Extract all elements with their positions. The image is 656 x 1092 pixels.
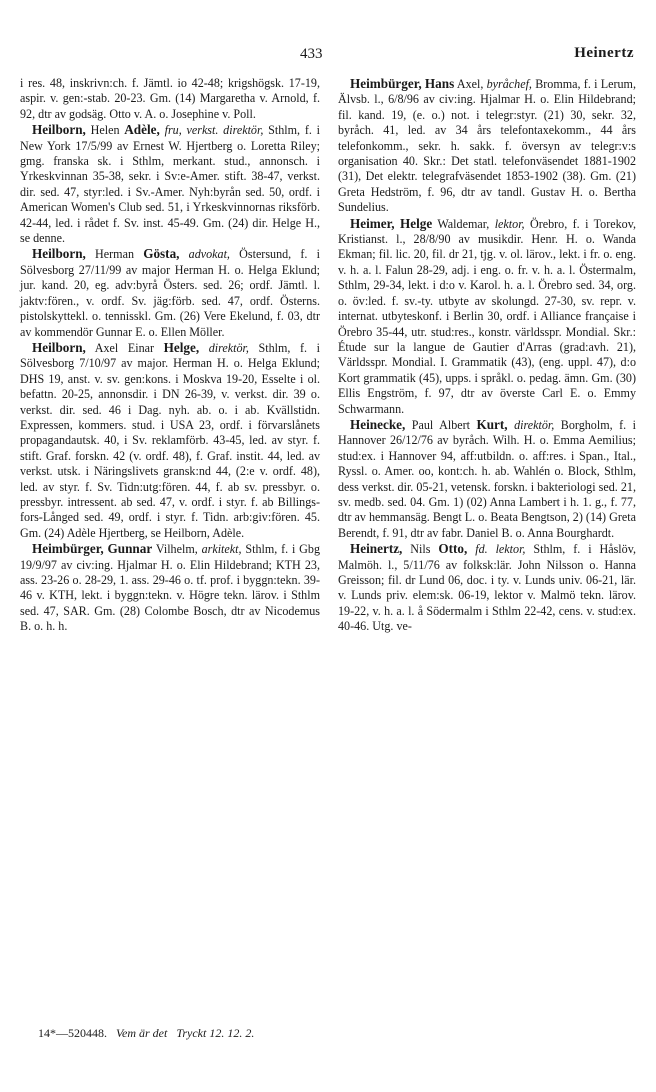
entry-heinertz-otto xyxy=(338,541,636,634)
entry-heilborn-helge xyxy=(20,340,320,541)
entry-surname: Heilborn, xyxy=(32,339,86,355)
entry-body: Östersund, f. i Sölvesborg 27/11/99 av major Herman H. o. Helga Eklund; jur. kand. 20, eg. adv:byrå Östers. sed. 26; ordf. Jämtl. l. jaktv:fören., v. ordf. Sv. jäg:förb. sed. 47, ordf. Österns. pistolskyttekl. o. tennisskl. Gm. (26) Vere Ekelund, f. 03, dtr av kommendör Gunnar E. o. Ellen Möller. xyxy=(20,247,320,339)
entry-heilborn-adele xyxy=(20,122,320,246)
footer-signature: 14*—520448. xyxy=(38,1026,107,1040)
entry-heimburger-gunnar xyxy=(20,541,320,634)
left-column xyxy=(20,76,320,635)
entry-occupation: fru, verkst. direktör, xyxy=(164,123,264,138)
entry-body: Sthlm, f. i Gbg 19/9/97 av civ:ing. Hjalmar H. o. Elin Hildebrand; KTH 23, ass. 23-26 o. 28-29, 1. ass. 29-46 o. tf. prof. i byggn:tekn. 39-46 v. KTH, lekt. i byggn:tekn. v. Högre tekn. lärov. i Sthlm sed. 47, SAR. Gm. (28) Colombe Bosch, dtr av Nicodemus B. o. h. h. xyxy=(20,542,320,634)
entry-callname: Kurt, xyxy=(476,416,508,432)
footer-printed: Tryckt 12. 12. 2. xyxy=(176,1026,255,1040)
entry-surname: Heilborn, xyxy=(32,122,86,138)
entry-body: Örebro, f. i Torekov, Kristianst. l., 28/8/90 av musikdir. Henr. H. o. Wanda Ekman; fil. lic. 20, fil. dr 21, tjg. v. ol. lärov., lekt. i fr. o. eng. v. h. a. l. Falun 28-29, adj. i eng. o. fr. v. h. a. l. Östermalm, Sthlm, 29-34, lekt. i d:o v. Karol. h. a. l. Örebro sed. 34, org. o. öv:led. f. sv.-ty. utbyte av skolungd. 27-30, sv. repr. v. internat. utbyteskonf. i Berlin 30, ordf. i Alliance française i Örebro 35-44, utr. stud:res., konstr. världsspr. Mondial. Skr.: Étude sur la langue de Gautier d'Arras (grad:avh. 21), Världsspr. Mondial. I. Grammatik (43), (eng. uppl. 47), d:o Kort grammatik (45), upps. i språkl. o. pedag. ämn. Gm. (30) Ellis Engström, f. 97, dtr av överste Carl E. o. Emmy Schwarmann. xyxy=(338,216,636,416)
page-footer xyxy=(38,1026,254,1041)
entry-body: Sthlm, f. i New York 17/5/99 av Ernest W. Hjertberg o. Loretta Riley; gmg. franska sk. i Sthlm, merkant. stud., annonsch. i Yrkeskvinnan 35-38, sekr. i Sv:e-Amer. stift. 38-47, verkst. dir. sed. 47, styr:led. i Sv.-Amer. Nyh:byrån sed. 50, ordf. i American Women's Club sed. 51, i Yrkeskvinnornas riksförb. 42-44, led. i rådet f. Sv. inst. 45-49. Gm. (24) dir. Helge H., se denne. xyxy=(20,123,321,246)
entry-heilborn-gosta xyxy=(20,246,320,339)
entry-surname: Heimbürger, xyxy=(350,76,422,91)
entry-given-names: Herman xyxy=(85,247,144,262)
running-head: Heinertz xyxy=(574,45,634,61)
footer-imprint: Vem är det xyxy=(116,1026,168,1040)
entry-body: Bromma, f. i Lerum, Älvsb. l., 6/8/96 av civ:ing. Hjalmar H. o. Elin Hildebrand; fil. kand. 19, (e. o.) not. i telegr:styr. (21) 30, sekr. 32, byråch. 41, led. av 34 års telefontaxekomm., 44 års telefonkomm., sekr. h. sakk. f. översyn av telegr:v:s organisation 40. Skr.: Det statl. telefonväsendet 1881-1902 (31), Det elektr. telegrafväsendet 1853-1902 (38). Gm. (21) Greta Hedström, f. 96, dtr av tandl. Gustav H. o. Bertha Sundelius. xyxy=(338,77,636,215)
entry-occupation: advokat, xyxy=(188,247,230,262)
entry-callname: Otto, xyxy=(438,541,468,557)
right-column xyxy=(338,76,636,635)
entry-given-rest: Waldemar, xyxy=(432,216,495,231)
entry-surname: Heimbürger, xyxy=(32,541,104,557)
entry-body: i res. 48, inskrivn:ch. f. Jämtl. io 42-48; krigshögsk. 17-19, aspir. v. gen:-stab. 20-23. Gm. (14) Margaretha v. Arnold, f. 92, dtr av godsäg. Otto v. A. o. Josephine v. Poll. xyxy=(20,76,320,121)
entry-heimburger-hans xyxy=(338,76,636,216)
entry-surname: Heilborn, xyxy=(32,246,86,262)
entry-heimer-helge xyxy=(338,216,636,417)
entry-given-rest: Axel, xyxy=(454,77,487,91)
entry-body: Sthlm, f. i Håslöv, Malmöh. l., 5/11/76 av folksk:lär. John Nilsson o. Hanna Greisson; fil. dr Lund 06, doc. i ty. v. Lunds univ. 06-21, lär. v. Lunds priv. elem:sk. 06-19, lektor v. Malmö tekn. lärov. 19-22, v. h. a. l. å Södermalm i Sthlm 22-42, cens. v. stud:ex. 40-46. Utg. ve- xyxy=(338,542,636,634)
entry-surname: Heinecke, xyxy=(350,416,406,432)
entry-occupation: arkitekt, xyxy=(201,542,242,557)
entry-given-names: Paul Albert xyxy=(405,417,477,432)
entry-callname: Gösta, xyxy=(143,246,180,262)
entry-given-names: Helen xyxy=(85,123,125,138)
entry-callname: Adèle, xyxy=(124,122,160,138)
entry-given-rest: Vilhelm, xyxy=(152,542,202,557)
entry-heinecke-kurt xyxy=(338,417,636,541)
entry-surname: Heinertz, xyxy=(350,541,403,557)
entry-occupation: direktör, xyxy=(208,340,249,355)
entry-occupation: lektor, xyxy=(494,216,525,231)
entry-callname: Helge xyxy=(399,215,433,231)
entry-continuation xyxy=(20,76,320,122)
entry-occupation: direktör, xyxy=(514,417,555,432)
entry-occupation: byråchef, xyxy=(486,77,532,91)
entry-given-rest xyxy=(179,247,188,261)
entry-body: Borgholm, f. i Hannover 26/12/76 av byråch. Wilh. H. o. Emma Aemilius; stud:ex. i Hannover 94, aff:utbildn. o. aff:res. i Span., Ital., Ryssl. o. Amer. oo, kont:ch. h. ab. Wahlén o. Block, Sthlm, dess verkst. dir. 05-21, vetensk. forskn. i bakteriologi sed. 21, sv. medb. sed. 04. Gm. 1) (02) Anna Lambert i h. 1. g., f. 77, dtr av hemmansäg. Bengt L. o. Beata Bengtson, 2) (14) Greta Berendt, f. 91, dtr av fabr. Daniel B. o. Anna Bourghardt. xyxy=(338,417,636,540)
entry-callname: Hans xyxy=(424,76,455,91)
entry-surname: Heimer, xyxy=(350,215,395,231)
entry-given-rest xyxy=(199,341,209,355)
entry-body: Sthlm, f. i Sölvesborg 7/10/97 av major. Herman H. o. Helga Eklund; DHS 19, anst. v. sv. gen:kons. i Moskva 19-20, Esselte i ol. befattn. 20-25, annonsdir. i DN 26-39, v. verkst. dir. 39 o. verkst. dir. sed. 46 i Dag. nyh. ab. o. i ab. Kvällstidn. Expressen, kommers. stud. i USA 23, ordf. i förvarslånets propagandautsk. 40, i Sv. reklamförb. 43-45, led. av styr. f. stift. Graf. forskn. 42 (v. ordf. 48), f. Graf. instit. 44, led. av verkst. utsk. i Näringslivets gransk:nd 44, (2:e v. ordf. 48), led. av styr. f. Sv. Tidn:utg:fören. 44, f. ab sv. pressbyr. o. pressbyr. intressent. ab sed. 47, v. ordf. i styr. f. ab Billings-fors-Långed sed. 49, ordf. i styr. f. Tidn. arb:giv:fören. 45. Gm. (24) Adèle Hjertberg, se Heilborn, Adèle. xyxy=(20,340,320,540)
page-number: 433 xyxy=(300,46,323,62)
entry-callname: Gunnar xyxy=(107,541,153,557)
entry-callname: Helge, xyxy=(163,339,200,355)
entry-given-names: Nils xyxy=(402,542,439,557)
entry-occupation: fd. lektor, xyxy=(475,542,526,557)
entry-given-names: Axel Einar xyxy=(85,340,164,355)
